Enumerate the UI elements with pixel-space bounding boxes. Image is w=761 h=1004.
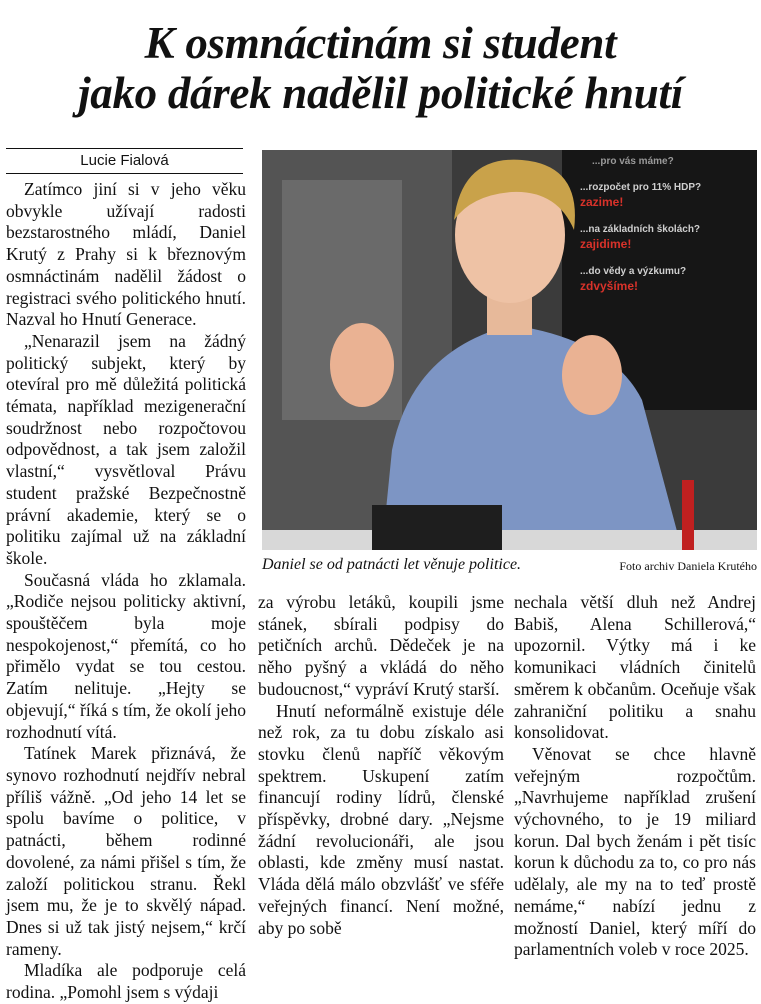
- article-column-middle: [258, 592, 504, 939]
- microphone-box: [372, 505, 502, 550]
- paragraph: „Nenarazil jsem na žádný politický subjekt, který by otevíral pro mě důležitá politická témata, například mezigenerační soudržnost nebo rozpočtovou odpovědnost, a tak jsem založil vlastní,“ vysvětloval Právu student pražské Bezpečnostně právní akademie, který se o politiku zajímal už na základní škole.: [6, 330, 246, 568]
- poster-line: ...do vědy a výzkumu?: [580, 266, 687, 277]
- byline-rule-top: [6, 148, 243, 149]
- article-photo: [262, 150, 757, 550]
- article-column-right: [514, 592, 756, 961]
- photo-illustration: [262, 150, 757, 550]
- paragraph: za výrobu letáků, koupili jsme stánek, sbírali podpisy do petičních archů. Dědeček je na něho pyšný a vkládá do něho budoucnost,“ vypráví Krutý starší.: [258, 592, 504, 699]
- poster-line: zdvyšíme!: [580, 279, 639, 293]
- poster-line: ...pro vás máme?: [592, 156, 674, 167]
- photo-caption: Daniel se od patnácti let věnuje politice.: [262, 556, 522, 573]
- paragraph: Hnutí neformálně existuje déle než rok, za tu dobu získalo asi stovku členů napříč věkovým spektrem. Uskupení zatím financují rodiny lídrů, členské příspěvky, drobné dary. „Nejsme žádní revolucionáři, ale jsou oblasti, kde změny musí nastat. Vláda dělá málo obzvlášť ve sféře veřejných financí. Není možné, aby po sobě: [258, 700, 504, 938]
- paragraph: nechala větší dluh než Andrej Babiš, Alena Schillerová,“ upozornil. Výtky má i ke komunikaci vládních činitelů směrem k občanům. Oceňuje však zahraniční politiku a snahu konsolidovat.: [514, 592, 756, 743]
- paragraph: Mladíka ale podporuje celá rodina. „Pomohl jsem s výdaji: [6, 960, 246, 1003]
- author-byline: Lucie Fialová: [80, 152, 169, 169]
- headline: [0, 18, 761, 118]
- poster-line: ...rozpočet pro 11% HDP?: [580, 182, 702, 193]
- poster-line: zazime!: [580, 195, 624, 209]
- paragraph: Současná vláda ho zklamala. „Rodiče nejsou politicky aktivní, spouštěčem byla moje nespokojenost,“ přemítá, co ho přimělo vydat se tou cestou. Zatím nelituje. „Hejty se objevují,“ říká s tím, že okolí jeho rozhodnutí vítá.: [6, 569, 246, 742]
- poster-line: zajidime!: [580, 237, 632, 251]
- paragraph: Zatímco jiní si v jeho věku obvykle užívají radosti bezstarostného mládí, Daniel Krutý z Prahy si k březnovým osmnáctinám nadělil žádost o registraci svého politického hnutí. Nazval ho Hnutí Generace.: [6, 179, 246, 330]
- poster-line: ...na základních školách?: [580, 224, 701, 235]
- person-right-hand: [562, 335, 622, 415]
- article-column-left: [6, 179, 246, 1004]
- headline-line-2: jako dárek nadělil politické hnutí: [78, 68, 683, 118]
- paragraph: Věnovat se chce hlavně veřejným rozpočtům. „Navrhujeme například zrušení výchovného, to je 19 miliard korun. Dal bych ženám i pět tisíc korun k důchodu za to, co pro nás udělaly, ale my na to teď prostě nemáme,“ nabízí jednu z možností Daniel, který míří do parlamentních voleb v roce 2025.: [514, 743, 756, 960]
- headline-line-1: K osmnáctinám si student: [144, 18, 617, 68]
- person-left-hand: [330, 323, 394, 407]
- photo-credit: Foto archiv Daniela Krutého: [619, 559, 757, 573]
- byline-rule-bottom: [6, 173, 243, 174]
- paragraph: Tatínek Marek přiznává, že synovo rozhodnutí nejdřív nebral příliš vážně. „Od jeho 14 let se spolu bavíme o politice, v patnácti, během rodinné dovolené, za námi přišel s tím, že založí politickou stranu. Řekl jsem mu, že je to skvělý nápad. Dnes si už tak jistý nejsem,“ krčí rameny.: [6, 743, 246, 959]
